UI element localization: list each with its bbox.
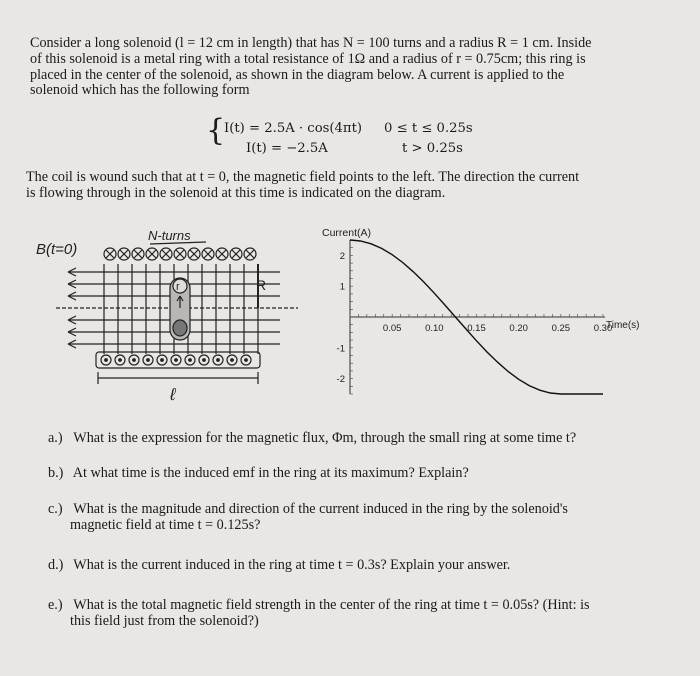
question-a-text: What is the expression for the magnetic flux, Φm, through the small ring at some time t?	[73, 430, 577, 446]
question-b-label: b.)	[48, 465, 64, 481]
top-turns-row	[104, 248, 256, 260]
bottom-turns-row	[96, 352, 260, 368]
coil-line-1: The coil is wound such that at t = 0, the magnetic field points to the left. The direction the current	[26, 169, 580, 185]
small-ring	[170, 278, 190, 340]
question-e-text-2: this field just from the solenoid?)	[70, 613, 259, 629]
x-tick-label: 0.25	[551, 323, 571, 334]
y-tick-label: 2	[339, 250, 345, 262]
coil-line-2: is flowing through in the solenoid at this time is indicated on the diagram.	[26, 184, 446, 201]
big-radius-label: R	[256, 277, 267, 293]
question-d-text: What is the current induced in the ring at time t = 0.3s? Explain your answer.	[73, 557, 511, 573]
question-c	[48, 501, 568, 533]
x-tick-label: 0.30	[593, 323, 613, 334]
intro-line-3: placed in the center of the solenoid, as shown in the diagram below. A current is applied to the	[30, 66, 565, 83]
case-2-expression: I(t) = −2.5A	[246, 141, 328, 156]
question-a-label: a.)	[48, 430, 63, 446]
solenoid-diagram	[30, 220, 330, 420]
length-label: ℓ	[170, 385, 176, 404]
intro-paragraph	[30, 36, 690, 99]
case-1-condition: 0 ≤ t ≤ 0.25s	[384, 121, 473, 136]
question-e-text-1: What is the total magnetic field strength in the center of the ring at time t = 0.05s? (Hint: is	[73, 597, 590, 613]
chart-axes	[350, 240, 605, 394]
intro-line-1: Consider a long solenoid (l = 12 cm in length) that has N = 100 turns and a radius R = 1 cm. Inside	[30, 35, 592, 51]
chart-xlabel: Time(s)	[606, 320, 640, 331]
y-tick-label: -1	[336, 343, 345, 355]
b-field-label: B(t=0)	[36, 241, 78, 258]
question-e-label: e.)	[48, 597, 63, 613]
question-b-text: At what time is the induced emf in the ring at its maximum? Explain?	[72, 465, 469, 481]
x-tick-label: 0.05	[382, 323, 402, 334]
question-c-text-2: magnetic field at time t = 0.125s?	[70, 517, 261, 533]
piecewise-brace: {	[206, 113, 226, 148]
case-2-condition: t > 0.25s	[402, 141, 463, 156]
question-a	[48, 430, 576, 446]
intro-line-4: solenoid which has the following form	[30, 82, 250, 99]
small-radius-label: r	[176, 281, 180, 293]
question-c-label: c.)	[48, 501, 63, 517]
chart-ylabel: Current(A)	[322, 227, 372, 239]
current-chart	[318, 222, 648, 397]
y-tick-label: 1	[339, 281, 345, 293]
case-1-expression: I(t) = 2.5A · cos(4πt)	[224, 121, 363, 136]
x-tick-label: 0.10	[425, 323, 444, 334]
n-turns-label: N-turns	[148, 228, 191, 243]
x-tick-label: 0.20	[509, 323, 528, 334]
question-e	[48, 597, 590, 629]
question-d	[48, 557, 510, 573]
question-d-label: d.)	[48, 557, 64, 573]
length-marker	[98, 372, 258, 384]
intro-line-2: of this solenoid is a metal ring with a total resistance of 1Ω and a radius of r = 0.75cm; this ring is	[30, 50, 586, 67]
question-b	[48, 465, 469, 481]
y-tick-label: -2	[336, 374, 345, 386]
x-tick-label: 0.15	[467, 323, 486, 334]
question-c-text-1: What is the magnitude and direction of the current induced in the ring by the solenoid's	[73, 501, 568, 517]
coil-paragraph	[26, 170, 686, 202]
